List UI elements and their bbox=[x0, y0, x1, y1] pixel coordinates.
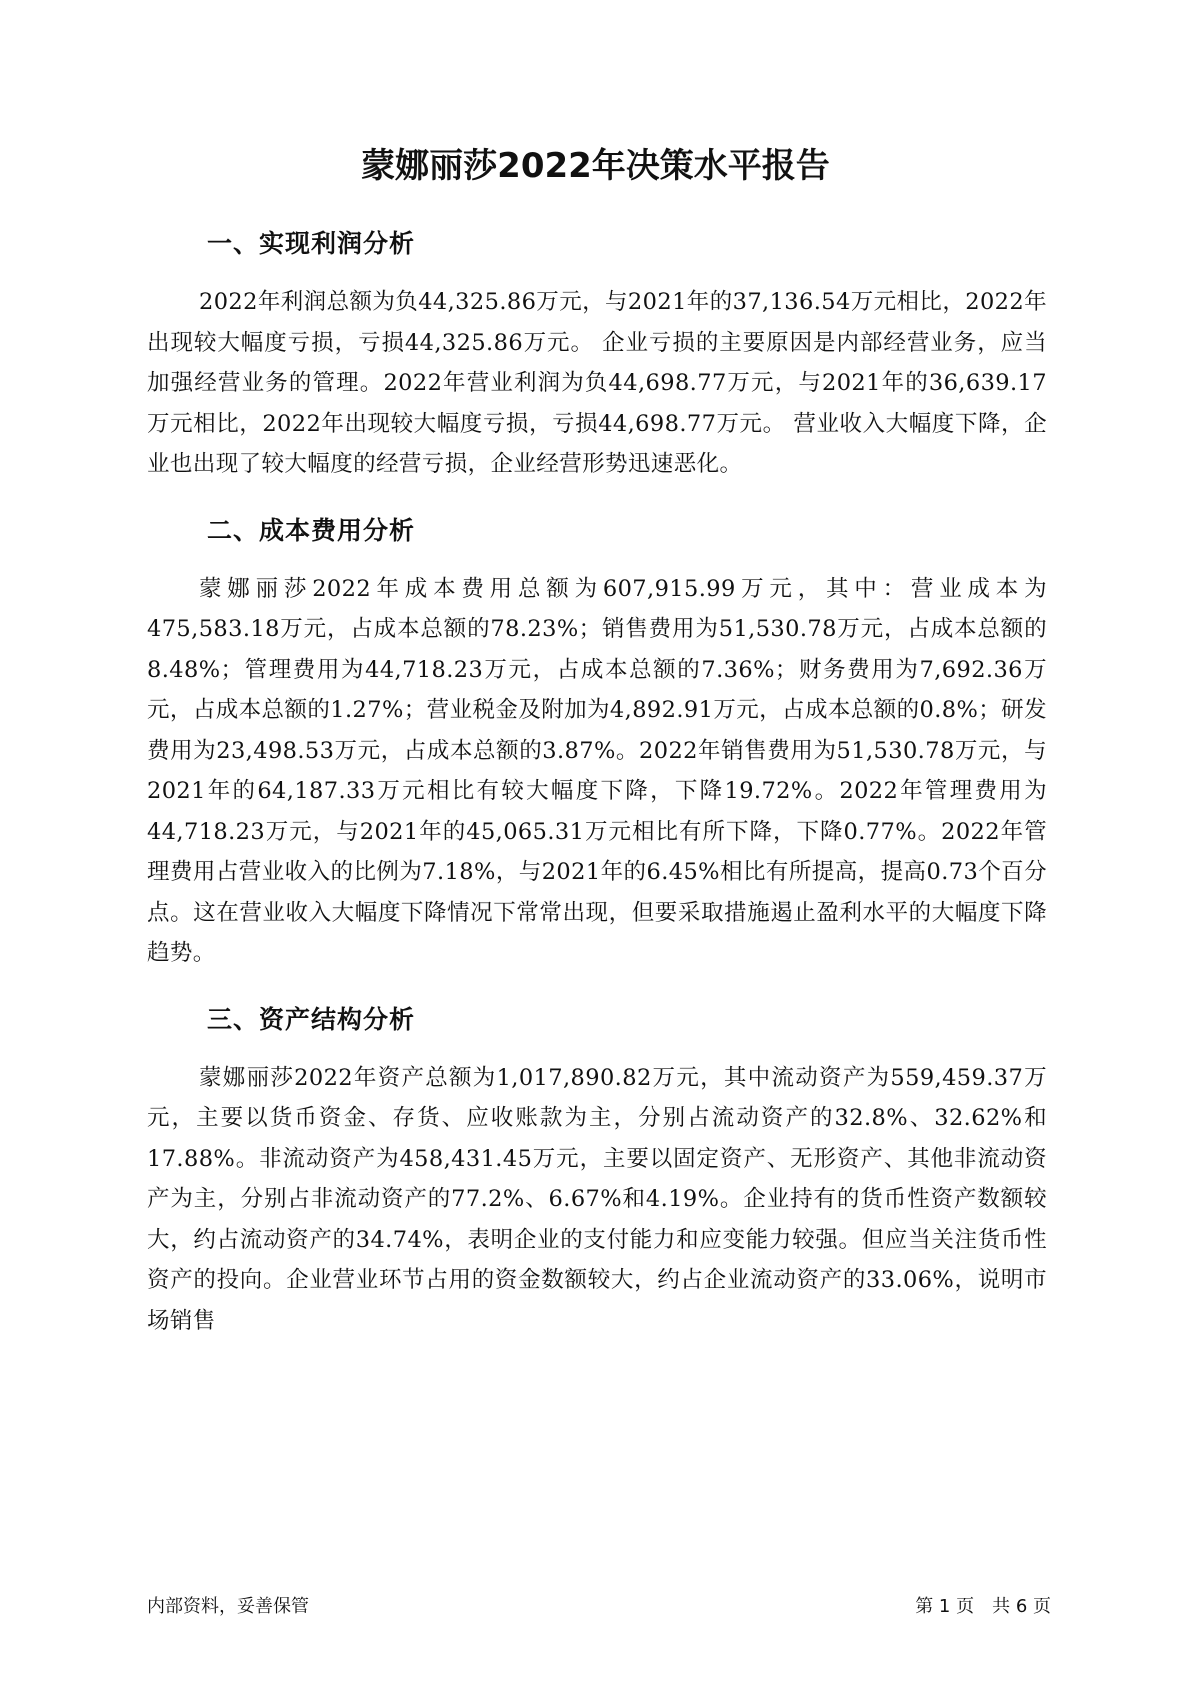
section-paragraph: 2022年利润总额为负44,325.86万元，与2021年的37,136.54万元相比，2022年出现较大幅度亏损，亏损44,325.86万元。 企业亏损的主要原因是内部经营业务，应当加强经营业务的管理。2022年营业利润为负44,698.77万元，与2021年的36,639.17万元相比，2022年出现较大幅度亏损，亏损44,698.77万元。 营业收入大幅度下降，企业也出现了较大幅度的经营亏损，企业经营形势迅速恶化。 bbox=[147, 289, 1047, 477]
section-cost-analysis bbox=[147, 511, 1047, 974]
section-heading: 二、成本费用分析 bbox=[207, 515, 416, 545]
footer-page-number: 第 1 页 共 6 页 bbox=[915, 1596, 1051, 1617]
section-paragraph: 蒙娜丽莎2022年成本费用总额为607,915.99万元，其中：营业成本为475,583.18万元，占成本总额的78.23%；销售费用为51,530.78万元，占成本总额的8.48%；管理费用为44,718.23万元，占成本总额的7.36%；财务费用为7,692.36万元，占成本总额的1.27%；营业税金及附加为4,892.91万元，占成本总额的0.8%；研发费用为23,498.53万元，占成本总额的3.87%。2022年销售费用为51,530.78万元，与2021年的64,187.33万元相比有较大幅度下降，下降19.72%。2022年管理费用为44,718.23万元，与2021年的45,065.31万元相比有所下降，下降0.77%。2022年管理费用占营业收入的比例为7.18%，与2021年的6.45%相比有所提高，提高0.73个百分点。这在营业收入大幅度下降情况下常常出现，但要采取措施遏止盈利水平的大幅度下降趋势。 bbox=[147, 575, 1047, 966]
section-profit-analysis bbox=[147, 224, 1047, 485]
document-title: 蒙娜丽莎2022年决策水平报告 bbox=[361, 146, 830, 186]
section-heading: 一、实现利润分析 bbox=[207, 229, 416, 258]
section-asset-structure-analysis bbox=[147, 1000, 1047, 1342]
footer-confidential-note: 内部资料，妥善保管 bbox=[147, 1596, 309, 1617]
document-body bbox=[147, 224, 1047, 1367]
section-heading: 三、资产结构分析 bbox=[207, 1004, 416, 1034]
section-paragraph: 蒙娜丽莎2022年资产总额为1,017,890.82万元，其中流动资产为559,459.37万元，主要以货币资金、存货、应收账款为主，分别占流动资产的32.8%、32.62%和17.88%。非流动资产为458,431.45万元，主要以固定资产、无形资产、其他非流动资产为主，分别占非流动资产的77.2%、6.67%和4.19%。企业持有的货币性资产数额较大，约占流动资产的34.74%，表明企业的支付能力和应变能力较强。但应当关注货币性资产的投向。企业营业环节占用的资金数额较大，约占企业流动资产的33.06%，说明市场销售 bbox=[147, 1064, 1047, 1334]
